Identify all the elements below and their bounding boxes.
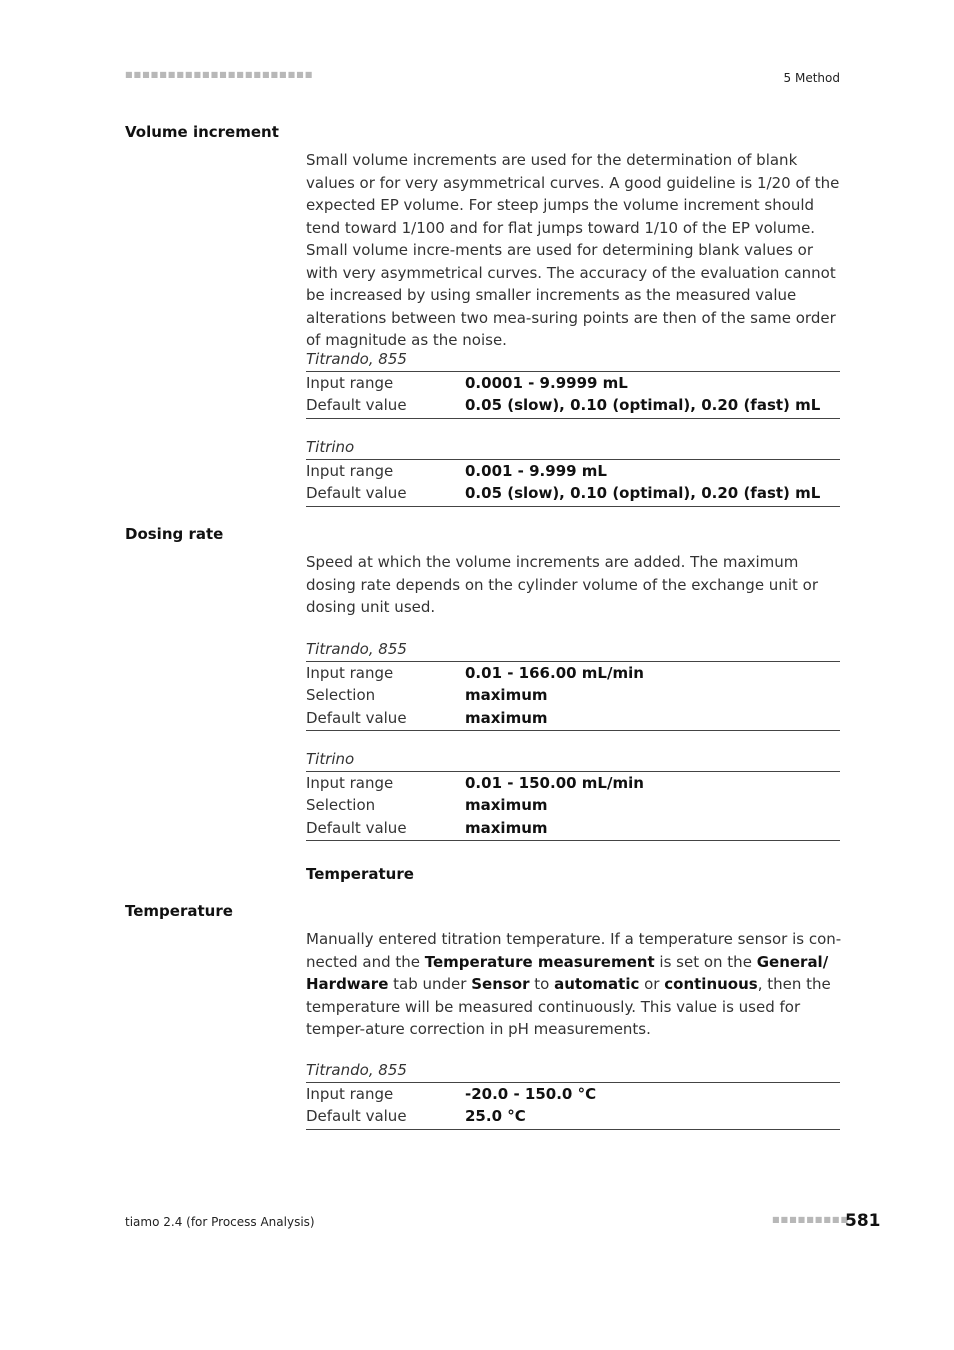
row-key: Default value bbox=[306, 484, 407, 503]
table-rule bbox=[306, 418, 840, 419]
row-value: maximum bbox=[465, 818, 548, 837]
row-value: 25.0 °C bbox=[465, 1107, 526, 1126]
paragraph-volume-increment: Small volume increments are used for the determination of blank values or for very asymmetrical curves. A good guideline is 1/20 of the expected EP volume. For steep jumps the volume increment should tend toward 1/100 and for flat jumps toward 1/10 of the EP volume. Small volume incre-ments are used for determining blank values or with very asymmetrical curves. The accuracy of the evaluation cannot be increased by using smaller increments as the measured value alterations between two mea-suring points are then of the same order of magnitude as the noise. bbox=[306, 151, 840, 349]
subsection-title-temperature: Temperature bbox=[306, 865, 414, 883]
row-value: 0.05 (slow), 0.10 (optimal), 0.20 (fast) mL bbox=[465, 484, 821, 503]
table-volume-increment-titrino bbox=[306, 435, 840, 507]
table-dosing-rate-titrino bbox=[306, 747, 840, 841]
table-dosing-rate-titrando bbox=[306, 637, 840, 731]
row-value: 0.001 - 9.999 mL bbox=[465, 462, 607, 480]
table-row bbox=[306, 684, 840, 706]
table-caption: Titrino bbox=[306, 747, 840, 772]
table-caption: Titrando, 855 bbox=[306, 347, 840, 372]
table-caption: Titrando, 855 bbox=[306, 637, 840, 662]
table-row bbox=[306, 460, 840, 482]
table-rule bbox=[306, 730, 840, 731]
page-number: 581 bbox=[845, 1211, 881, 1231]
row-value: maximum bbox=[465, 796, 548, 815]
row-key: Default value bbox=[306, 1107, 407, 1126]
table-row bbox=[306, 372, 840, 394]
ui-term-automatic: automatic bbox=[554, 975, 640, 993]
text-run: , then the temperature will be measured continuously. This value is used for temper-ature correction in pH measurements. bbox=[306, 975, 831, 1038]
row-key: Selection bbox=[306, 686, 376, 705]
table-caption: Titrino bbox=[306, 435, 840, 460]
row-key: Default value bbox=[306, 396, 407, 415]
row-value: 0.0001 - 9.9999 mL bbox=[465, 374, 628, 392]
row-value: 0.01 - 166.00 mL/min bbox=[465, 664, 644, 682]
paragraph-temperature bbox=[306, 928, 842, 1041]
text-run: tab under bbox=[388, 975, 472, 993]
row-value: 0.05 (slow), 0.10 (optimal), 0.20 (fast) mL bbox=[465, 396, 821, 415]
row-key: Input range bbox=[306, 664, 394, 682]
table-row bbox=[306, 1083, 840, 1105]
section-title-volume-increment: Volume increment bbox=[125, 123, 279, 141]
row-value: -20.0 - 150.0 °C bbox=[465, 1085, 597, 1103]
table-row bbox=[306, 662, 840, 684]
row-value: maximum bbox=[465, 686, 548, 705]
text-run: or bbox=[639, 975, 665, 993]
table-volume-increment-titrando bbox=[306, 347, 840, 419]
chapter-title: 5 Method bbox=[783, 71, 840, 85]
section-title-dosing-rate: Dosing rate bbox=[125, 525, 224, 543]
table-row bbox=[306, 482, 840, 504]
row-key: Input range bbox=[306, 774, 394, 792]
row-value: maximum bbox=[465, 708, 548, 727]
text-run: to bbox=[529, 975, 555, 993]
table-rule bbox=[306, 1129, 840, 1130]
row-value: 0.01 - 150.00 mL/min bbox=[465, 774, 644, 792]
paragraph-dosing-rate: Speed at which the volume increments are added. The maximum dosing rate depends on the cylinder volume of the exchange unit or dosing unit used. bbox=[306, 553, 818, 616]
table-row bbox=[306, 394, 840, 416]
text-run: is set on the bbox=[654, 952, 757, 971]
table-row bbox=[306, 794, 840, 816]
footer-decoration: ■■■■■■■■■ bbox=[772, 1215, 850, 1224]
table-row bbox=[306, 772, 840, 794]
row-key: Input range bbox=[306, 374, 394, 392]
ui-term-sensor: Sensor bbox=[471, 975, 530, 993]
header-decoration: ■■■■■■■■■■■■■■■■■■■■■■ bbox=[125, 70, 314, 79]
row-key: Selection bbox=[306, 796, 376, 815]
row-key: Input range bbox=[306, 462, 394, 480]
table-caption: Titrando, 855 bbox=[306, 1058, 840, 1083]
section-title-temperature: Temperature bbox=[125, 902, 233, 920]
ui-term-general-hardware: General/ Hardware bbox=[306, 952, 829, 993]
row-key: Input range bbox=[306, 1085, 394, 1103]
row-key: Default value bbox=[306, 708, 407, 727]
table-rule bbox=[306, 506, 840, 507]
footer-product: tiamo 2.4 (for Process Analysis) bbox=[125, 1215, 315, 1229]
table-row bbox=[306, 817, 840, 839]
text-run: Manually entered titration temperature. If a temperature sensor is con-nected and the bbox=[306, 930, 842, 971]
table-row bbox=[306, 707, 840, 729]
row-key: Default value bbox=[306, 818, 407, 837]
table-rule bbox=[306, 840, 840, 841]
table-temperature-titrando bbox=[306, 1058, 840, 1130]
ui-term-temperature-measurement: Temperature measurement bbox=[424, 952, 655, 971]
ui-term-continuous: continuous bbox=[664, 975, 758, 993]
table-row bbox=[306, 1105, 840, 1127]
